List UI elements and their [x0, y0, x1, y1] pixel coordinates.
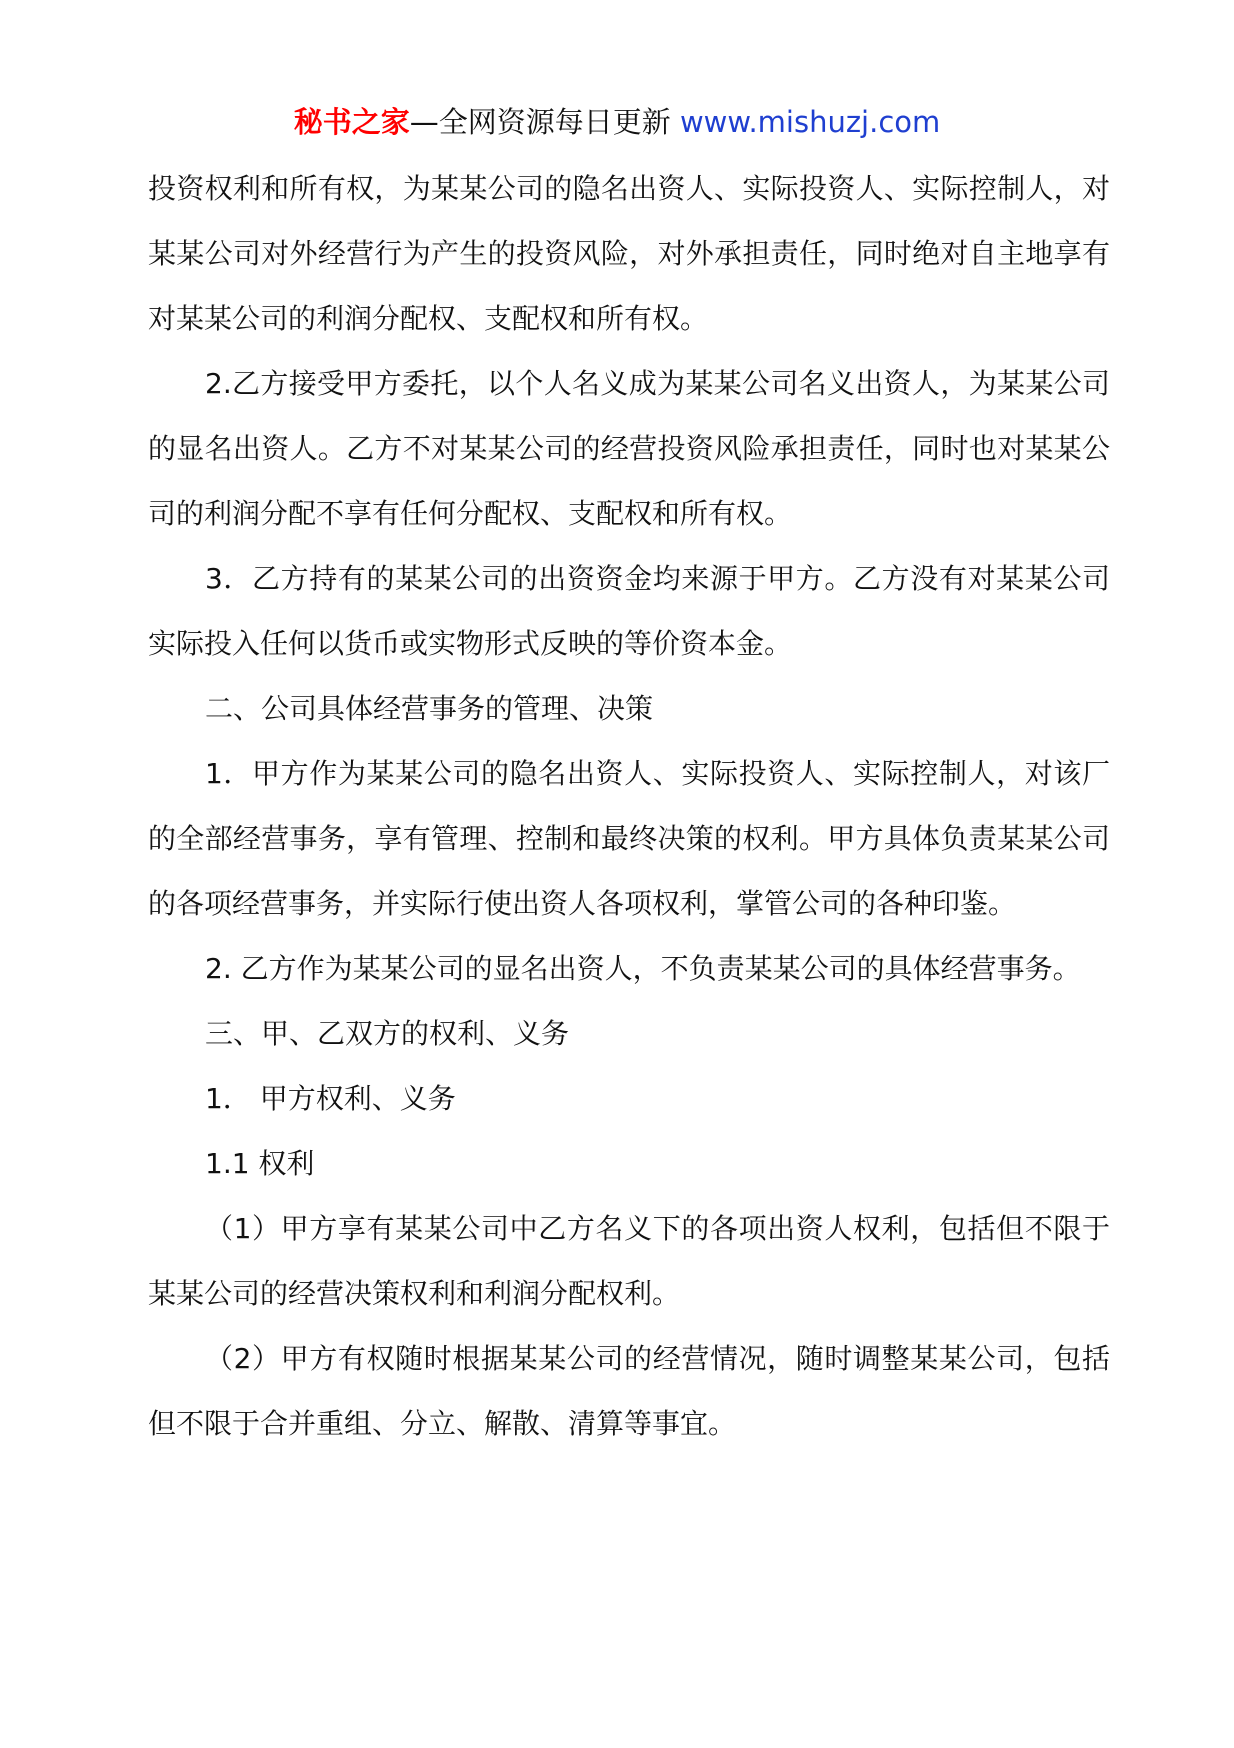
paragraph-clause-1-3: 3．乙方持有的某某公司的出资资金均来源于甲方。乙方没有对某某公司实际投入任何以货币或实物形式反映的等价资本金。 [148, 562, 1110, 660]
subsection-heading-1-1: 1.1 权利 [205, 1147, 315, 1180]
header-tagline: —全网资源每日更新 [409, 105, 671, 139]
page-header [0, 102, 1234, 142]
section-heading-2: 二、公司具体经营事务的管理、决策 [205, 692, 654, 725]
brand-name: 秘书之家 [293, 105, 410, 139]
paragraph-item-1: （1）甲方享有某某公司中乙方名义下的各项出资人权利，包括但不限于某某公司的经营决策权利和利润分配权利。 [148, 1212, 1110, 1310]
section-heading-3: 三、甲、乙双方的权利、义务 [205, 1017, 570, 1050]
subsection-heading-3-1: 1． 甲方权利、义务 [205, 1082, 456, 1115]
paragraph-item-2: （2）甲方有权随时根据某某公司的经营情况，随时调整某某公司，包括但不限于合并重组、分立、解散、清算等事宜。 [148, 1342, 1110, 1440]
paragraph-clause-1-2: 2.乙方接受甲方委托，以个人名义成为某某公司名义出资人，为某某公司的显名出资人。乙方不对某某公司的经营投资风险承担责任，同时也对某某公司的利润分配不享有任何分配权、支配权和所有权。 [148, 367, 1110, 530]
document-body [148, 156, 1110, 1456]
site-url-link[interactable]: www.mishuzj.com [679, 105, 941, 139]
paragraph-clause-2-1: 1．甲方作为某某公司的隐名出资人、实际投资人、实际控制人，对该厂的全部经营事务，享有管理、控制和最终决策的权利。甲方具体负责某某公司的各项经营事务，并实际行使出资人各项权利，掌管公司的各种印鉴。 [148, 757, 1110, 920]
paragraph-clause-2-2: 2. 乙方作为某某公司的显名出资人，不负责某某公司的具体经营事务。 [205, 952, 1081, 985]
paragraph-continuation: 投资权利和所有权，为某某公司的隐名出资人、实际投资人、实际控制人，对某某公司对外经营行为产生的投资风险，对外承担责任，同时绝对自主地享有对某某公司的利润分配权、支配权和所有权。 [148, 172, 1110, 335]
